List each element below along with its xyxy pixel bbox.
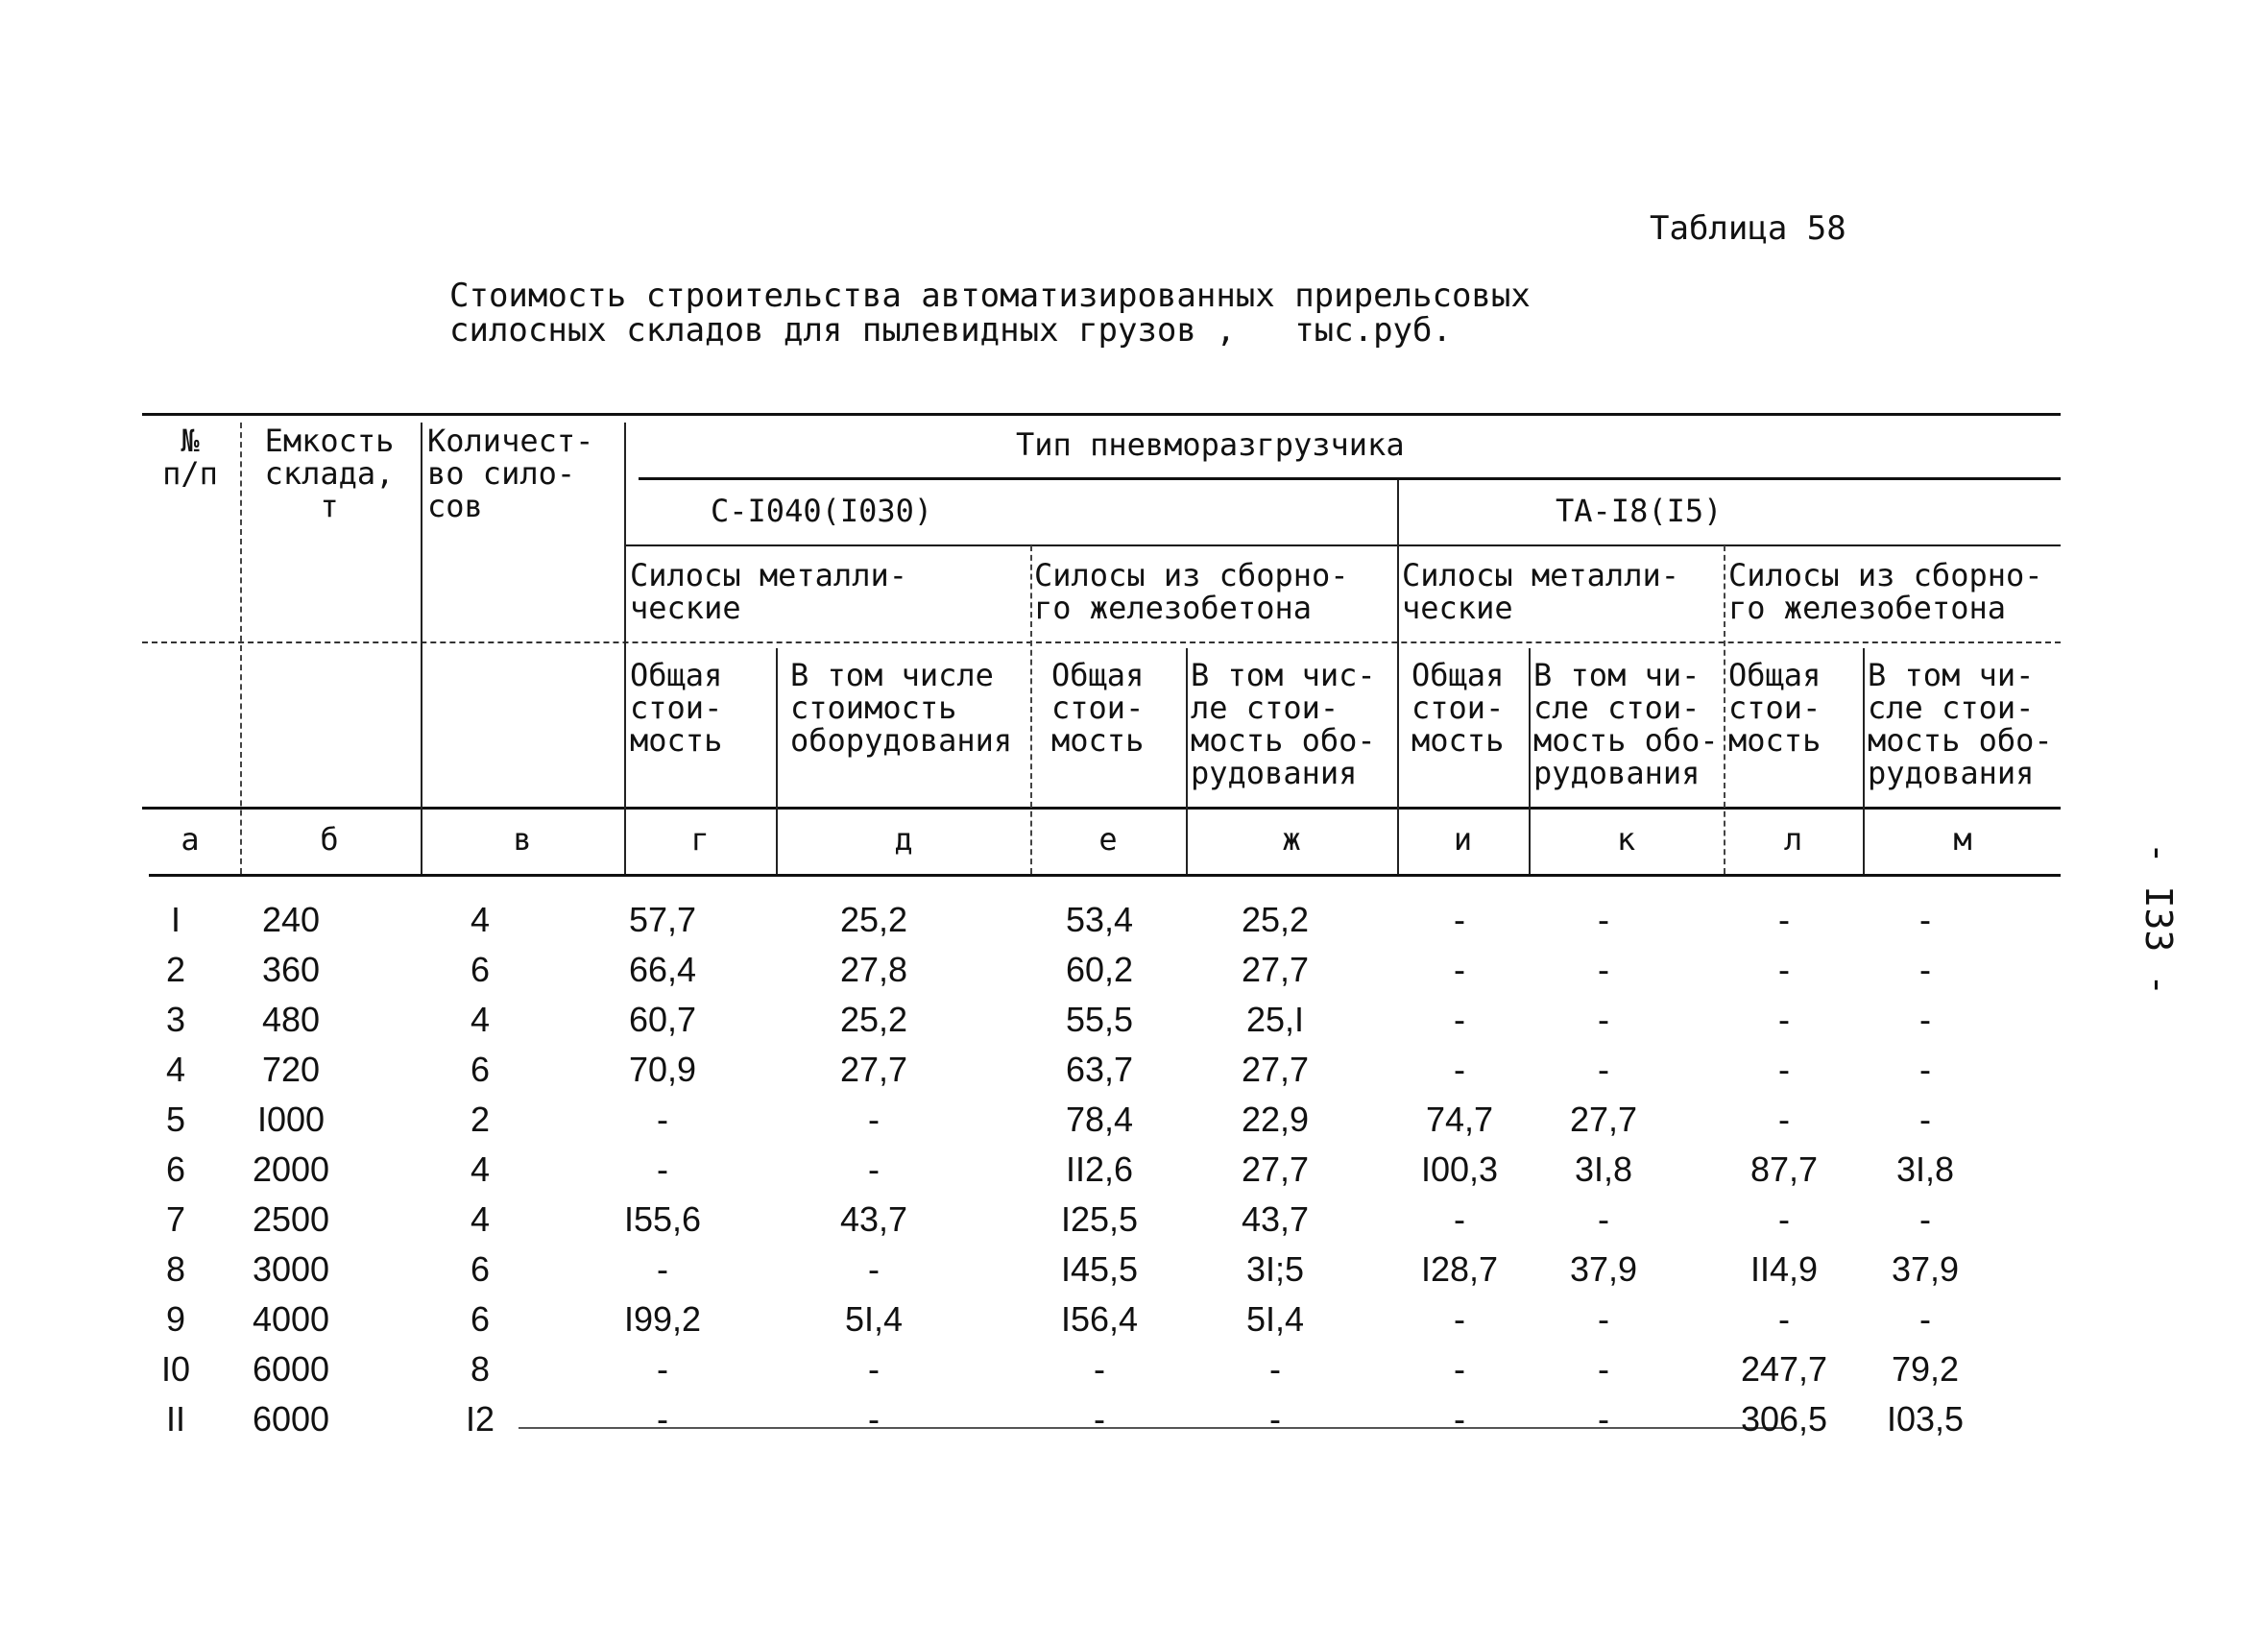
table-cell: I0 bbox=[160, 1349, 191, 1389]
table-cell: - bbox=[868, 1100, 880, 1139]
table-cell: 4000 bbox=[252, 1299, 330, 1339]
header-metal-1: Силосы металли- ческие bbox=[630, 557, 907, 626]
table-cell: 6 bbox=[470, 950, 491, 989]
table-cell: 57,7 bbox=[628, 900, 697, 939]
table-cell: - bbox=[1598, 1299, 1609, 1339]
header-metal-2: Силосы металли- ческие bbox=[1402, 557, 1679, 626]
header-type: Тип пневморазгрузчика bbox=[1016, 426, 1405, 463]
table-cell: 6000 bbox=[252, 1399, 330, 1439]
header-concrete-1: Силосы из сборно- го железобетона bbox=[1034, 557, 1349, 626]
table-cell: 43,7 bbox=[839, 1199, 908, 1239]
table-row bbox=[0, 1149, 2268, 1197]
table-cell: - bbox=[1919, 1199, 1931, 1239]
table-cell: - bbox=[1778, 1100, 1790, 1139]
table-label: Таблица 58 bbox=[1650, 209, 1846, 248]
table-cell: 8 bbox=[470, 1349, 491, 1389]
table-cell: 3000 bbox=[252, 1249, 330, 1289]
table-row bbox=[0, 900, 2268, 948]
table-cell: 240 bbox=[261, 900, 321, 939]
table-cell: - bbox=[1778, 1299, 1790, 1339]
header-equip-m: В том чи- сле стои- мость обо- рудования bbox=[1868, 657, 2053, 791]
table-cell: I bbox=[170, 900, 181, 939]
table-cell: 2 bbox=[165, 950, 186, 989]
table-cell: - bbox=[868, 1399, 880, 1439]
column-letter: и bbox=[1453, 821, 1473, 858]
column-letter: в bbox=[513, 821, 532, 858]
table-cell: 70,9 bbox=[628, 1050, 697, 1089]
table-cell: 6000 bbox=[252, 1349, 330, 1389]
table-cell: - bbox=[1598, 950, 1609, 989]
table-cell: - bbox=[1598, 1399, 1609, 1439]
table-cell: I000 bbox=[256, 1100, 326, 1139]
table-cell: 74,7 bbox=[1425, 1100, 1494, 1139]
table-cell: 3I,8 bbox=[1574, 1149, 1633, 1189]
table-cell: 27,7 bbox=[839, 1050, 908, 1089]
table-cell: 87,7 bbox=[1749, 1149, 1819, 1189]
table-row bbox=[0, 1050, 2268, 1098]
header-total-g: Общая стои- мость bbox=[630, 657, 723, 759]
table-cell: - bbox=[657, 1349, 668, 1389]
table-cell: - bbox=[657, 1149, 668, 1189]
col-divider-g bbox=[1397, 480, 1399, 874]
column-letter: б bbox=[320, 821, 339, 858]
table-cell: - bbox=[1454, 1349, 1465, 1389]
rule-under-group bbox=[142, 641, 2061, 643]
column-letter: д bbox=[894, 821, 913, 858]
column-letter: е bbox=[1098, 821, 1118, 858]
table-row bbox=[0, 1349, 2268, 1397]
column-letter: г bbox=[690, 821, 710, 858]
table-cell: 4 bbox=[165, 1050, 186, 1089]
header-equip-zh: В том чис- ле стои- мость обо- рудования bbox=[1191, 657, 1376, 791]
table-cell: 63,7 bbox=[1065, 1050, 1134, 1089]
table-cell: 37,9 bbox=[1891, 1249, 1960, 1289]
table-cell: - bbox=[657, 1249, 668, 1289]
rule-under-model bbox=[624, 544, 2061, 546]
table-cell: - bbox=[1454, 900, 1465, 939]
table-cell: 9 bbox=[165, 1299, 186, 1339]
table-cell: - bbox=[1919, 1050, 1931, 1089]
rule-top bbox=[142, 413, 2061, 416]
header-count: Количест- во сило- сов bbox=[427, 423, 594, 524]
table-title bbox=[449, 278, 1531, 348]
header-capacity: Емкость склада, т bbox=[264, 423, 395, 524]
table-cell: I45,5 bbox=[1060, 1249, 1139, 1289]
table-cell: 3I,8 bbox=[1895, 1149, 1955, 1189]
header-num: № п/п bbox=[162, 423, 218, 492]
header-total-i: Общая стои- мость bbox=[1411, 657, 1505, 759]
table-row bbox=[0, 950, 2268, 998]
table-cell: - bbox=[1454, 1050, 1465, 1089]
table-cell: - bbox=[1778, 900, 1790, 939]
table-cell: I2 bbox=[465, 1399, 495, 1439]
table-cell: 5 bbox=[165, 1100, 186, 1139]
table-cell: I00,3 bbox=[1420, 1149, 1499, 1189]
table-cell: 55,5 bbox=[1065, 1000, 1134, 1039]
table-cell: 2500 bbox=[252, 1199, 330, 1239]
table-cell: - bbox=[1919, 1000, 1931, 1039]
title-line-2: силосных складов для пылевидных грузов , тыс.руб. bbox=[449, 311, 1452, 350]
table-cell: - bbox=[1454, 1399, 1465, 1439]
table-cell: - bbox=[1454, 950, 1465, 989]
header-equip-d: В том числе стоимость оборудования bbox=[790, 657, 1013, 759]
table-cell: 25,2 bbox=[1241, 900, 1310, 939]
table-cell: 247,7 bbox=[1740, 1349, 1828, 1389]
table-cell: 66,4 bbox=[628, 950, 697, 989]
table-cell: I25,5 bbox=[1060, 1199, 1139, 1239]
table-cell: - bbox=[1919, 900, 1931, 939]
table-cell: 79,2 bbox=[1891, 1349, 1960, 1389]
table-cell: 360 bbox=[261, 950, 321, 989]
table-cell: 25,2 bbox=[839, 900, 908, 939]
table-cell: I99,2 bbox=[623, 1299, 702, 1339]
table-cell: 306,5 bbox=[1740, 1399, 1828, 1439]
table-cell: 37,9 bbox=[1569, 1249, 1638, 1289]
table-cell: 2000 bbox=[252, 1149, 330, 1189]
table-cell: 4 bbox=[470, 1149, 491, 1189]
table-row bbox=[0, 1199, 2268, 1247]
table-cell: 43,7 bbox=[1241, 1199, 1310, 1239]
table-cell: - bbox=[1778, 1050, 1790, 1089]
table-cell: - bbox=[1454, 1299, 1465, 1339]
table-cell: 6 bbox=[470, 1050, 491, 1089]
table-cell: 25,I bbox=[1245, 1000, 1305, 1039]
table-cell: 27,7 bbox=[1241, 950, 1310, 989]
header-total-l: Общая стои- мость bbox=[1728, 657, 1822, 759]
table-cell: II2,6 bbox=[1065, 1149, 1134, 1189]
table-cell: - bbox=[868, 1149, 880, 1189]
table-cell: 2 bbox=[470, 1100, 491, 1139]
table-cell: 53,4 bbox=[1065, 900, 1134, 939]
table-cell: 27,7 bbox=[1241, 1050, 1310, 1089]
table-cell: 4 bbox=[470, 1199, 491, 1239]
table-cell: 7 bbox=[165, 1199, 186, 1239]
rule-under-type bbox=[639, 477, 2061, 480]
table-cell: - bbox=[1454, 1199, 1465, 1239]
table-cell: 5I,4 bbox=[844, 1299, 904, 1339]
table-cell: 27,7 bbox=[1569, 1100, 1638, 1139]
table-cell: - bbox=[868, 1249, 880, 1289]
table-cell: - bbox=[657, 1100, 668, 1139]
table-cell: - bbox=[1454, 1000, 1465, 1039]
header-equip-k: В том чи- сле стои- мость обо- рудования bbox=[1533, 657, 1719, 791]
table-cell: - bbox=[1094, 1349, 1105, 1389]
column-letter: м bbox=[1953, 821, 1972, 858]
rule-below-letters bbox=[149, 874, 2061, 877]
table-cell: 22,9 bbox=[1241, 1100, 1310, 1139]
column-letter: к bbox=[1616, 821, 1636, 858]
table-cell: 4 bbox=[470, 900, 491, 939]
header-model-2: ТА-I8(I5) bbox=[1556, 493, 1723, 529]
table-cell: 60,2 bbox=[1065, 950, 1134, 989]
table-row bbox=[0, 1100, 2268, 1148]
table-cell: 3I;5 bbox=[1245, 1249, 1305, 1289]
column-letter: ж bbox=[1282, 821, 1301, 858]
table-cell: - bbox=[1919, 950, 1931, 989]
table-cell: - bbox=[1598, 1349, 1609, 1389]
table-cell: - bbox=[1778, 1199, 1790, 1239]
table-cell: I56,4 bbox=[1060, 1299, 1139, 1339]
table-cell: - bbox=[1778, 950, 1790, 989]
table-cell: 5I,4 bbox=[1245, 1299, 1305, 1339]
table-cell: - bbox=[1598, 1050, 1609, 1089]
header-total-e: Общая стои- мость bbox=[1051, 657, 1145, 759]
table-cell: 480 bbox=[261, 1000, 321, 1039]
table-cell: - bbox=[1269, 1399, 1281, 1439]
table-cell: II4,9 bbox=[1749, 1249, 1819, 1289]
table-cell: - bbox=[1598, 1000, 1609, 1039]
table-cell: 27,8 bbox=[839, 950, 908, 989]
table-row bbox=[0, 1000, 2268, 1048]
table-cell: - bbox=[1598, 1199, 1609, 1239]
table-cell: 25,2 bbox=[839, 1000, 908, 1039]
table-cell: 78,4 bbox=[1065, 1100, 1134, 1139]
table-cell: - bbox=[1919, 1100, 1931, 1139]
column-letter: л bbox=[1783, 821, 1803, 858]
table-cell: - bbox=[1269, 1349, 1281, 1389]
table-cell: 720 bbox=[261, 1050, 321, 1089]
table-cell: I55,6 bbox=[623, 1199, 702, 1239]
header-concrete-2: Силосы из сборно- го железобетона bbox=[1728, 557, 2043, 626]
table-cell: - bbox=[1919, 1299, 1931, 1339]
table-cell: II bbox=[165, 1399, 185, 1439]
table-cell: 4 bbox=[470, 1000, 491, 1039]
table-cell: I28,7 bbox=[1420, 1249, 1499, 1289]
table-cell: - bbox=[1598, 900, 1609, 939]
table-cell: 27,7 bbox=[1241, 1149, 1310, 1189]
table-cell: 8 bbox=[165, 1249, 186, 1289]
table-cell: I03,5 bbox=[1886, 1399, 1965, 1439]
column-letter: а bbox=[181, 821, 200, 858]
header-model-1: С-I040(I030) bbox=[711, 493, 933, 529]
table-cell: - bbox=[657, 1399, 668, 1439]
col-divider-b bbox=[421, 423, 422, 874]
table-cell: - bbox=[1094, 1399, 1105, 1439]
table-cell: - bbox=[868, 1349, 880, 1389]
table-cell: 6 bbox=[165, 1149, 186, 1189]
rule-above-letters bbox=[142, 807, 2061, 810]
table-cell: 6 bbox=[470, 1299, 491, 1339]
table-row bbox=[0, 1249, 2268, 1297]
table-cell: - bbox=[1778, 1000, 1790, 1039]
page-number: - I33 - bbox=[2137, 841, 2181, 997]
col-divider-c bbox=[624, 423, 626, 874]
table-cell: 60,7 bbox=[628, 1000, 697, 1039]
table-cell: 6 bbox=[470, 1249, 491, 1289]
table-row bbox=[0, 1399, 2268, 1447]
table-row bbox=[0, 1299, 2268, 1347]
title-line-1: Стоимость строительства автоматизированных прирельсовых bbox=[449, 277, 1531, 315]
table-cell: 3 bbox=[165, 1000, 186, 1039]
